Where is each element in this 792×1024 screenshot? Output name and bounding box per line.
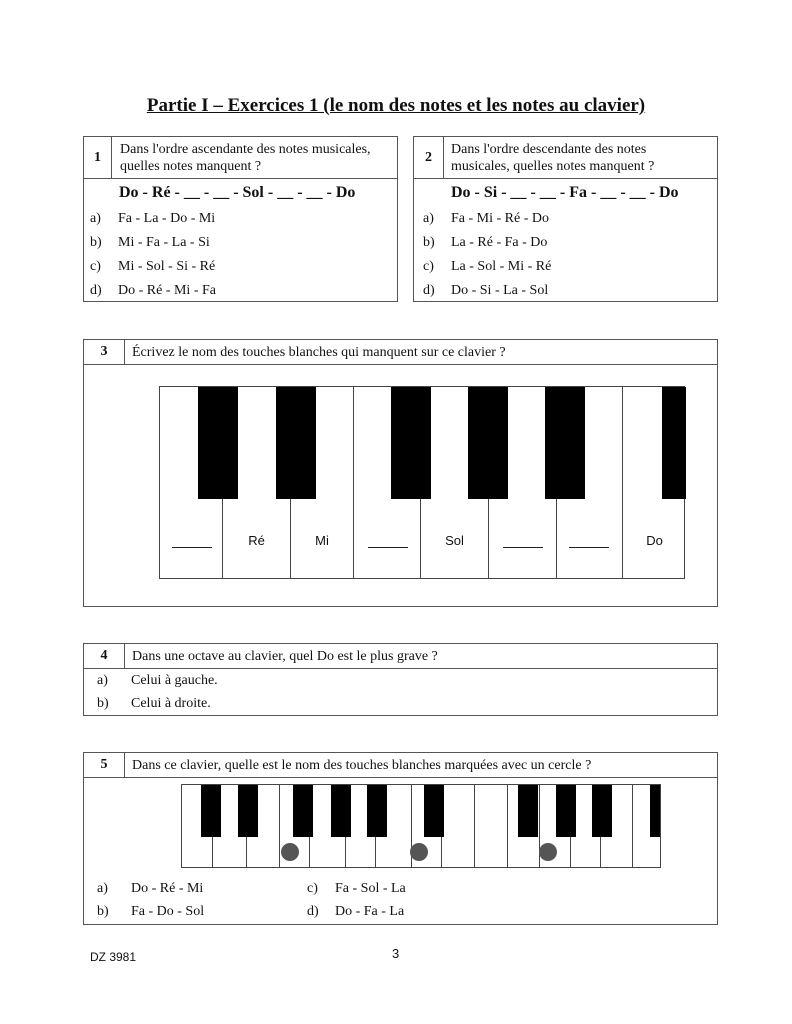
question-2-option-b[interactable] <box>423 235 547 251</box>
option-text: Mi - Fa - La - Si <box>118 235 210 250</box>
option-letter: d) <box>90 283 102 298</box>
marked-key-circle <box>281 843 299 861</box>
key-label: Mi <box>315 533 329 548</box>
key-label: Sol <box>445 533 464 548</box>
question-2-box <box>413 136 718 302</box>
option-text: Fa - Sol - La <box>335 881 406 896</box>
option-letter: a) <box>97 881 108 896</box>
question-5-option-c[interactable] <box>307 881 406 897</box>
black-key[interactable] <box>276 387 316 499</box>
question-2-sequence: Do - Si - __ - __ - Fa - __ - __ - Do <box>451 184 679 201</box>
option-text: Do - Fa - La <box>335 904 405 919</box>
key-label: Do <box>646 533 663 548</box>
question-1-header <box>84 137 397 179</box>
answer-blank[interactable] <box>569 547 609 548</box>
option-letter: b) <box>90 235 102 250</box>
option-letter: c) <box>423 259 434 274</box>
black-key[interactable] <box>468 387 508 499</box>
black-key[interactable] <box>238 785 258 837</box>
marked-key-circle <box>410 843 428 861</box>
question-3-box <box>83 339 718 607</box>
black-key[interactable] <box>331 785 351 837</box>
question-2-option-d[interactable] <box>423 283 548 299</box>
option-text: Celui à droite. <box>131 696 211 711</box>
question-4-option-a[interactable] <box>97 673 218 689</box>
question-1-number: 1 <box>84 137 112 178</box>
question-5-option-d[interactable] <box>307 904 404 920</box>
option-letter: a) <box>97 673 108 688</box>
question-2-text: Dans l'ordre descendante des notes musicales, quelles notes manquent ? <box>451 141 655 174</box>
document-code: DZ 3981 <box>90 950 137 964</box>
question-4-number: 4 <box>84 644 125 668</box>
question-4-text: Dans une octave au clavier, quel Do est le plus grave ? <box>132 648 438 664</box>
option-text: Do - Ré - Mi - Fa <box>118 283 216 298</box>
question-5-option-b[interactable] <box>97 904 204 920</box>
question-5-header <box>84 753 717 778</box>
question-5-option-a[interactable] <box>97 881 203 897</box>
question-4-option-b[interactable] <box>97 696 211 712</box>
question-2-header <box>414 137 717 179</box>
question-1-option-b[interactable] <box>90 235 210 251</box>
black-key[interactable] <box>198 387 238 499</box>
black-key[interactable] <box>293 785 313 837</box>
black-key[interactable] <box>201 785 221 837</box>
white-key[interactable] <box>474 785 507 867</box>
option-letter: c) <box>90 259 101 274</box>
question-1-option-a[interactable] <box>90 211 215 227</box>
black-key[interactable] <box>650 785 660 837</box>
option-letter: c) <box>307 881 318 896</box>
answer-blank[interactable] <box>172 547 212 548</box>
black-key[interactable] <box>545 387 585 499</box>
option-letter: a) <box>423 211 434 226</box>
black-key[interactable] <box>518 785 538 837</box>
option-letter: b) <box>423 235 435 250</box>
black-key[interactable] <box>662 387 686 499</box>
option-text: La - Ré - Fa - Do <box>451 235 548 250</box>
question-2-number: 2 <box>414 137 444 178</box>
white-key[interactable] <box>441 785 474 867</box>
question-2-option-a[interactable] <box>423 211 549 227</box>
answer-blank[interactable] <box>368 547 408 548</box>
option-text: Celui à gauche. <box>131 673 218 688</box>
key-label: Ré <box>248 533 265 548</box>
question-1-option-c[interactable] <box>90 259 215 275</box>
black-key[interactable] <box>367 785 387 837</box>
black-key[interactable] <box>424 785 444 837</box>
option-text: Fa - La - Do - Mi <box>118 211 216 226</box>
option-letter: d) <box>307 904 319 919</box>
option-letter: b) <box>97 904 109 919</box>
option-text: Mi - Sol - Si - Ré <box>118 259 216 274</box>
option-text: Do - Si - La - Sol <box>451 283 549 298</box>
question-4-header <box>84 644 717 669</box>
option-letter: b) <box>97 696 109 711</box>
marked-key-circle <box>539 843 557 861</box>
question-1-box <box>83 136 398 302</box>
option-text: La - Sol - Mi - Ré <box>451 259 552 274</box>
piano-keyboard-q3 <box>159 386 685 579</box>
answer-blank[interactable] <box>503 547 543 548</box>
question-3-number: 3 <box>84 340 125 364</box>
option-text: Fa - Do - Sol <box>131 904 205 919</box>
question-4-box <box>83 643 718 716</box>
option-letter: d) <box>423 283 435 298</box>
page-title: Partie I – Exercices 1 (le nom des notes et les notes au clavier) <box>146 95 646 116</box>
question-5-text: Dans ce clavier, quelle est le nom des touches blanches marquées avec un cercle ? <box>132 757 592 773</box>
question-1-sequence: Do - Ré - __ - __ - Sol - __ - __ - Do <box>119 184 356 201</box>
question-3-header <box>84 340 717 365</box>
page-number: 3 <box>392 946 400 961</box>
option-text: Fa - Mi - Ré - Do <box>451 211 549 226</box>
question-5-box <box>83 752 718 925</box>
black-key[interactable] <box>391 387 431 499</box>
question-3-text: Écrivez le nom des touches blanches qui manquent sur ce clavier ? <box>132 344 506 360</box>
question-5-number: 5 <box>84 753 125 777</box>
question-1-text: Dans l'ordre ascendante des notes musicales, quelles notes manquent ? <box>120 141 371 174</box>
question-1-option-d[interactable] <box>90 283 216 299</box>
option-text: Do - Ré - Mi <box>131 881 204 896</box>
piano-keyboard-q5 <box>181 784 661 868</box>
option-letter: a) <box>90 211 101 226</box>
black-key[interactable] <box>556 785 576 837</box>
black-key[interactable] <box>592 785 612 837</box>
question-2-option-c[interactable] <box>423 259 551 275</box>
